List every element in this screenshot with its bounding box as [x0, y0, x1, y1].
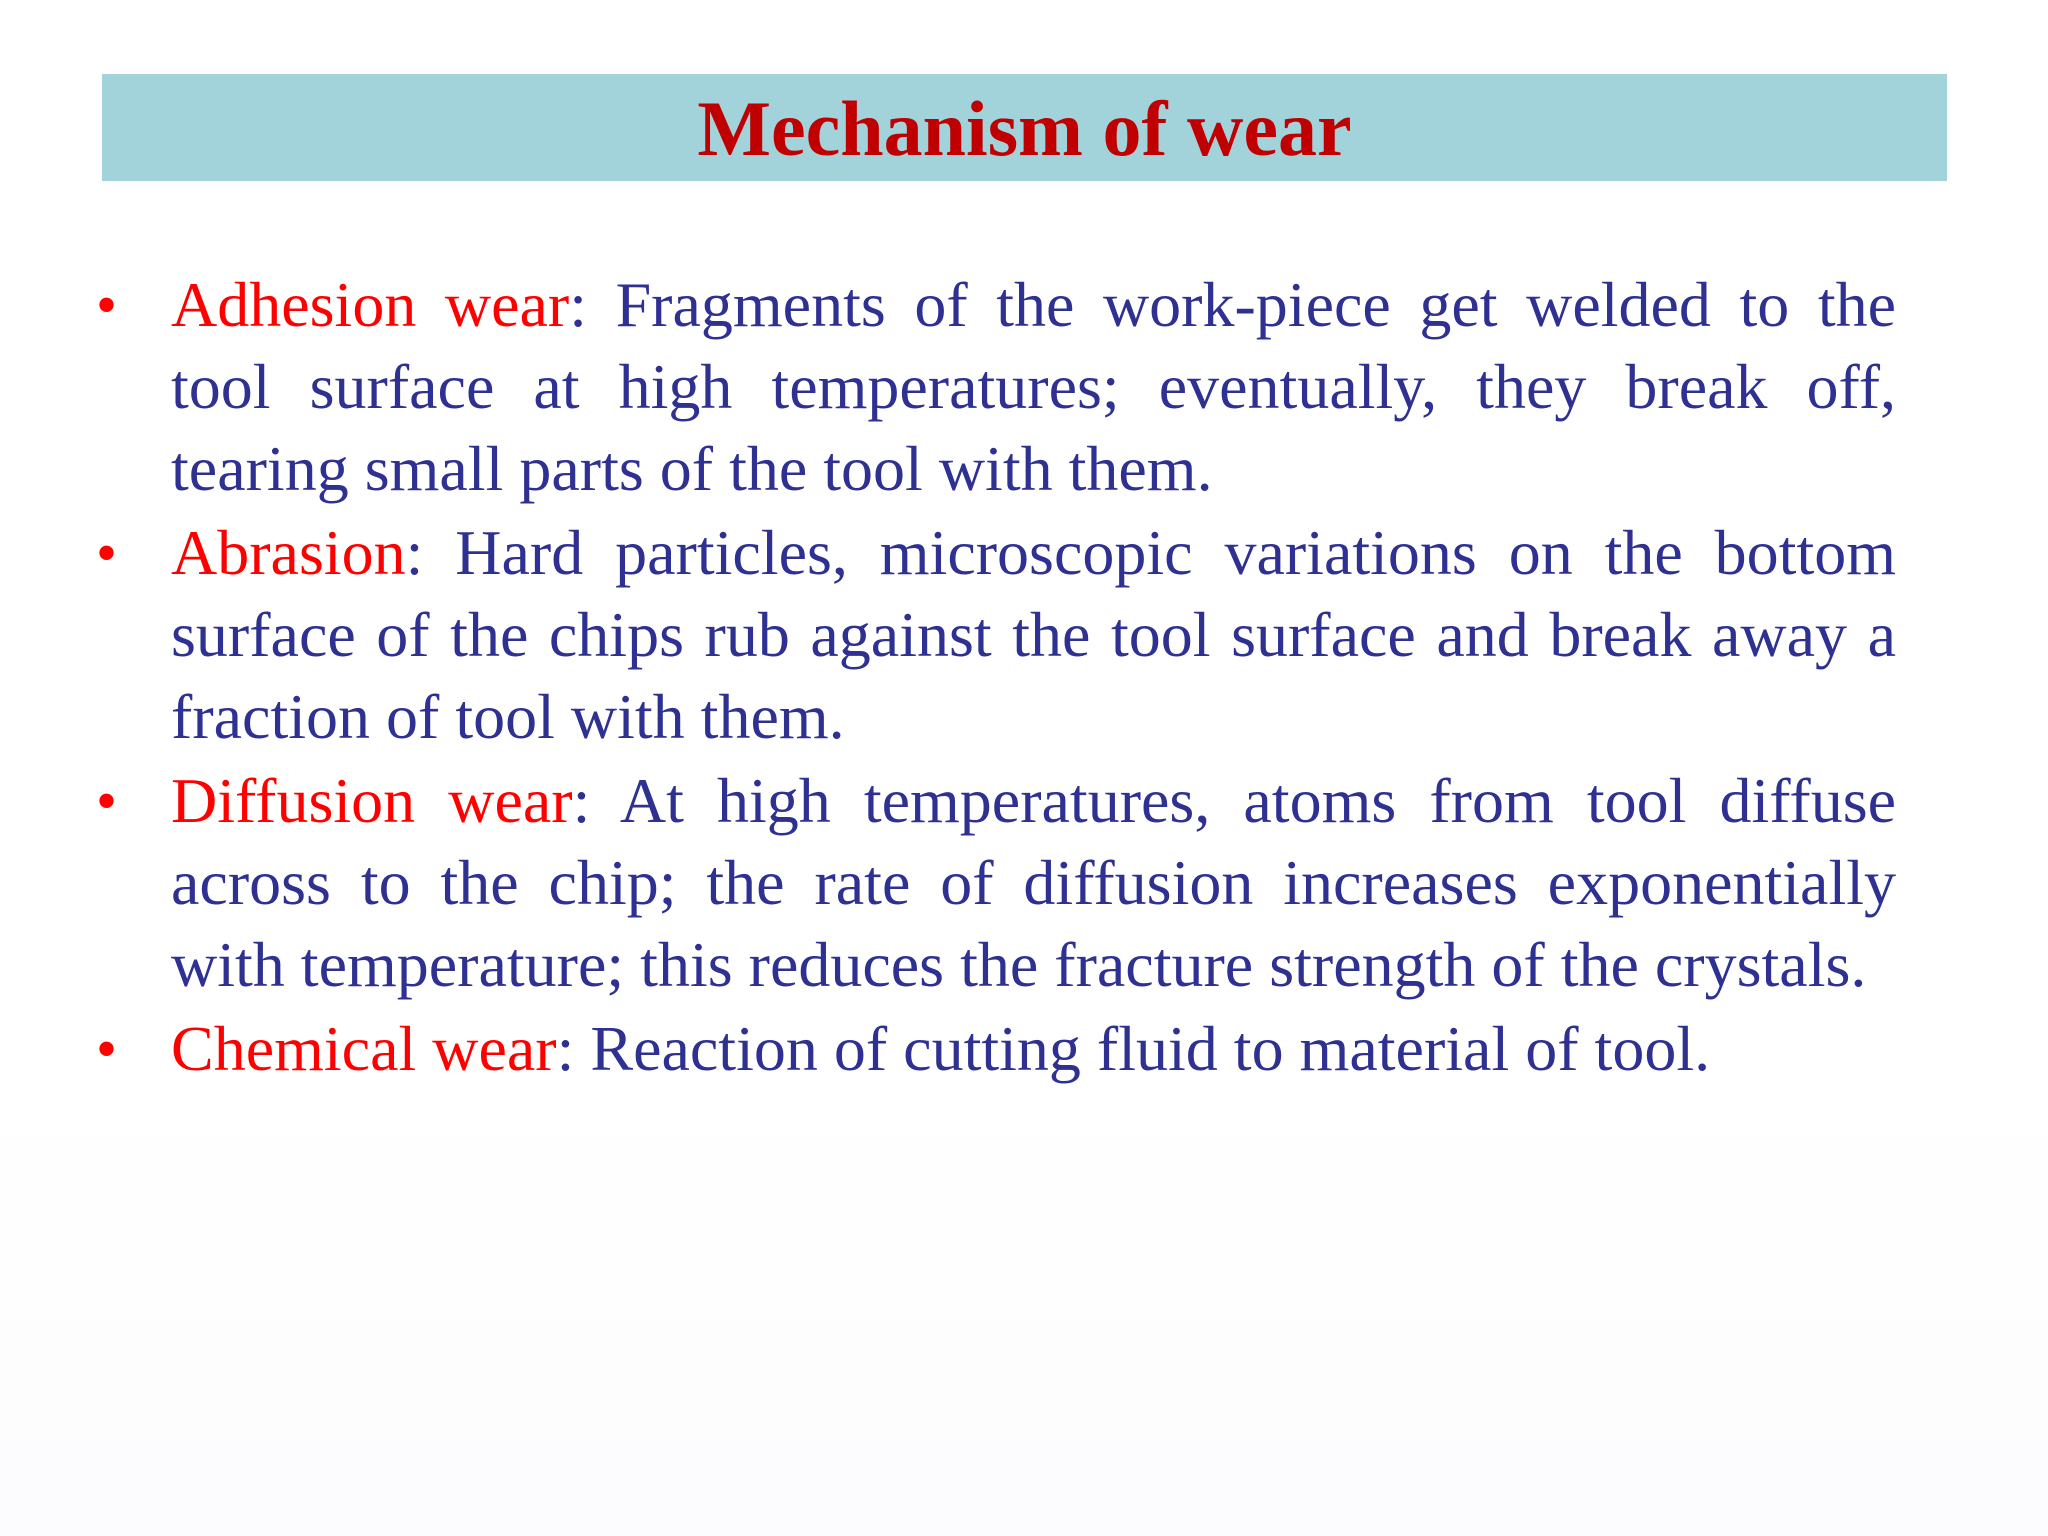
description-chemical-wear: Reaction of cutting fluid to material of tool. — [574, 1013, 1711, 1084]
bullet-icon: • — [96, 1016, 118, 1082]
term-separator: : — [556, 1013, 575, 1084]
term-adhesion-wear: Adhesion wear — [171, 269, 570, 340]
bullet-item-diffusion-wear — [96, 760, 1896, 1006]
title-bar — [102, 74, 1947, 181]
bullet-item-adhesion-wear — [96, 264, 1896, 510]
term-chemical-wear: Chemical wear — [171, 1013, 557, 1084]
bullet-item-abrasion — [96, 512, 1896, 758]
bullet-item-chemical-wear — [96, 1008, 1896, 1090]
description-adhesion-wear: Fragments of the work-piece get welded to the tool surface at high temperatures; eventually, they break off, tearing small parts of the tool with them. — [171, 269, 1896, 504]
term-separator: : — [572, 765, 591, 836]
term-diffusion-wear: Diffusion wear — [171, 765, 573, 836]
bullet-icon: • — [96, 520, 118, 586]
description-abrasion: Hard particles, microscopic variations on the bottom surface of the chips rub against the tool surface and break away a fraction of tool with them. — [171, 517, 1896, 752]
bullet-icon: • — [96, 768, 118, 834]
term-separator: : — [569, 269, 587, 340]
bullet-icon: • — [96, 272, 118, 338]
slide-title: Mechanism of wear — [697, 84, 1352, 172]
bullet-list — [96, 264, 1896, 1090]
term-abrasion: Abrasion — [171, 517, 406, 588]
description-diffusion-wear: At high temperatures, atoms from tool diffuse across to the chip; the rate of diffusion increases exponentially with temperature; this reduces the fracture strength of the crystals. — [171, 765, 1897, 1000]
term-separator: : — [405, 517, 424, 588]
